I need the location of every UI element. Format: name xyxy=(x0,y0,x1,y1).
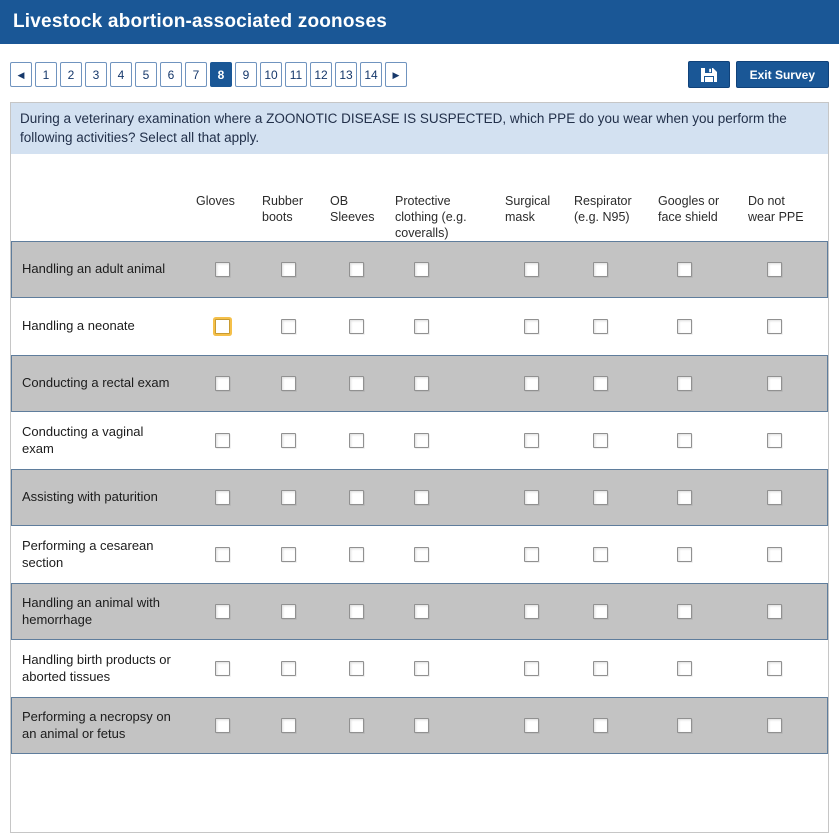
checkbox-cell xyxy=(575,604,659,619)
checkbox-cell xyxy=(263,661,331,676)
checkbox-cell xyxy=(263,319,331,334)
page-button-14[interactable]: 14 xyxy=(360,62,382,87)
ppe-checkbox-r7-c5[interactable] xyxy=(524,604,539,619)
ppe-checkbox-r4-c2[interactable] xyxy=(281,433,296,448)
checkbox-cell xyxy=(396,376,506,391)
ppe-checkbox-r7-c1[interactable] xyxy=(215,604,230,619)
checkbox-cell xyxy=(197,376,263,391)
floppy-disk-icon xyxy=(700,67,718,83)
row-label: Performing a necropsy on an animal or fetus xyxy=(22,708,171,741)
matrix-row-9 xyxy=(11,697,828,754)
ppe-checkbox-r6-c1[interactable] xyxy=(215,547,230,562)
ppe-checkbox-r5-c5[interactable] xyxy=(524,490,539,505)
ppe-checkbox-r2-c5[interactable] xyxy=(524,319,539,334)
ppe-checkbox-r5-c2[interactable] xyxy=(281,490,296,505)
checkbox-cell xyxy=(575,490,659,505)
checkbox-cell xyxy=(659,718,749,733)
column-header-6: Respirator (e.g. N95) xyxy=(574,194,632,224)
ppe-checkbox-r5-c7[interactable] xyxy=(677,490,692,505)
ppe-checkbox-r3-c2[interactable] xyxy=(281,376,296,391)
ppe-checkbox-r5-c6[interactable] xyxy=(593,490,608,505)
ppe-checkbox-r3-c7[interactable] xyxy=(677,376,692,391)
matrix-row-7 xyxy=(11,583,828,640)
page-title: Livestock abortion-associated zoonoses xyxy=(13,11,387,32)
ppe-checkbox-r6-c7[interactable] xyxy=(677,547,692,562)
ppe-matrix xyxy=(11,194,828,754)
checkbox-cell xyxy=(331,604,396,619)
checkbox-cell xyxy=(506,262,575,277)
ppe-checkbox-r7-c4[interactable] xyxy=(414,604,429,619)
checkbox-cell xyxy=(749,718,828,733)
checkbox-cell xyxy=(197,490,263,505)
ppe-checkbox-r3-c6[interactable] xyxy=(593,376,608,391)
ppe-checkbox-r4-c1[interactable] xyxy=(215,433,230,448)
ppe-checkbox-r9-c8[interactable] xyxy=(767,718,782,733)
matrix-row-2 xyxy=(11,298,828,355)
matrix-row-6 xyxy=(11,526,828,583)
column-header-5: Surgical mask xyxy=(505,194,551,224)
checkbox-cell xyxy=(575,433,659,448)
ppe-checkbox-r9-c3[interactable] xyxy=(349,718,364,733)
row-label: Performing a cesarean section xyxy=(22,537,154,570)
checkbox-cell xyxy=(396,319,506,334)
checkbox-cell xyxy=(749,661,828,676)
column-header-7: Googles or face shield xyxy=(658,194,720,224)
ppe-checkbox-r9-c5[interactable] xyxy=(524,718,539,733)
ppe-checkbox-r5-c1[interactable] xyxy=(215,490,230,505)
page-button-1[interactable]: 1 xyxy=(35,62,57,87)
row-label: Handling a neonate xyxy=(22,318,135,334)
matrix-row-8 xyxy=(11,640,828,697)
next-page-button[interactable]: ▶ xyxy=(385,62,407,87)
checkbox-cell xyxy=(659,490,749,505)
checkbox-cell xyxy=(263,433,331,448)
checkbox-cell xyxy=(331,547,396,562)
checkbox-cell xyxy=(331,319,396,334)
ppe-checkbox-r1-c7[interactable] xyxy=(677,262,692,277)
page-button-10[interactable]: 10 xyxy=(260,62,282,87)
ppe-checkbox-r1-c1[interactable] xyxy=(215,262,230,277)
checkbox-cell xyxy=(396,604,506,619)
page-navigation xyxy=(10,62,410,87)
ppe-checkbox-r1-c2[interactable] xyxy=(281,262,296,277)
ppe-checkbox-r3-c5[interactable] xyxy=(524,376,539,391)
ppe-checkbox-r2-c4[interactable] xyxy=(414,319,429,334)
ppe-checkbox-r2-c6[interactable] xyxy=(593,319,608,334)
ppe-checkbox-r7-c8[interactable] xyxy=(767,604,782,619)
ppe-checkbox-r5-c3[interactable] xyxy=(349,490,364,505)
checkbox-cell xyxy=(749,319,828,334)
ppe-checkbox-r6-c5[interactable] xyxy=(524,547,539,562)
page-button-2[interactable]: 2 xyxy=(60,62,82,87)
ppe-checkbox-r7-c6[interactable] xyxy=(593,604,608,619)
checkbox-cell xyxy=(331,661,396,676)
checkbox-cell xyxy=(659,262,749,277)
row-label: Handling birth products or aborted tissues xyxy=(22,651,171,684)
checkbox-cell xyxy=(749,490,828,505)
matrix-row-3 xyxy=(11,355,828,412)
checkbox-cell xyxy=(506,718,575,733)
checkbox-cell xyxy=(396,661,506,676)
checkbox-cell xyxy=(197,604,263,619)
ppe-checkbox-r6-c8[interactable] xyxy=(767,547,782,562)
ppe-checkbox-r3-c3[interactable] xyxy=(349,376,364,391)
checkbox-cell xyxy=(396,547,506,562)
ppe-checkbox-r6-c4[interactable] xyxy=(414,547,429,562)
checkbox-cell xyxy=(575,376,659,391)
ppe-checkbox-r2-c3[interactable] xyxy=(349,319,364,334)
checkbox-cell xyxy=(263,718,331,733)
checkbox-cell xyxy=(506,319,575,334)
checkbox-cell xyxy=(506,433,575,448)
page-button-7[interactable]: 7 xyxy=(185,62,207,87)
checkbox-cell xyxy=(263,490,331,505)
row-label: Handling an animal with hemorrhage xyxy=(22,594,161,627)
ppe-checkbox-r2-c8[interactable] xyxy=(767,319,782,334)
save-button[interactable] xyxy=(688,61,730,88)
checkbox-cell xyxy=(659,376,749,391)
prev-page-button[interactable]: ◀ xyxy=(10,62,32,87)
ppe-checkbox-r6-c3[interactable] xyxy=(349,547,364,562)
ppe-checkbox-r1-c5[interactable] xyxy=(524,262,539,277)
ppe-checkbox-r4-c7[interactable] xyxy=(677,433,692,448)
checkbox-cell xyxy=(659,319,749,334)
checkbox-cell xyxy=(197,262,263,277)
checkbox-cell xyxy=(263,547,331,562)
matrix-row-1 xyxy=(11,241,828,298)
ppe-checkbox-r8-c1[interactable] xyxy=(215,661,230,676)
column-header-4: Protective clothing (e.g. coveralls) xyxy=(395,194,467,240)
ppe-checkbox-r9-c6[interactable] xyxy=(593,718,608,733)
checkbox-cell xyxy=(749,262,828,277)
title-bar xyxy=(0,0,839,44)
ppe-checkbox-r8-c6[interactable] xyxy=(593,661,608,676)
ppe-checkbox-r8-c2[interactable] xyxy=(281,661,296,676)
checkbox-cell xyxy=(749,604,828,619)
ppe-checkbox-r4-c8[interactable] xyxy=(767,433,782,448)
matrix-corner-cell xyxy=(11,194,196,202)
checkbox-cell xyxy=(749,376,828,391)
ppe-checkbox-r9-c7[interactable] xyxy=(677,718,692,733)
ppe-checkbox-r8-c5[interactable] xyxy=(524,661,539,676)
ppe-checkbox-r1-c4[interactable] xyxy=(414,262,429,277)
checkbox-cell xyxy=(749,547,828,562)
checkbox-cell xyxy=(506,547,575,562)
checkbox-cell xyxy=(331,262,396,277)
ppe-checkbox-r3-c8[interactable] xyxy=(767,376,782,391)
ppe-checkbox-r2-c7[interactable] xyxy=(677,319,692,334)
ppe-checkbox-r4-c5[interactable] xyxy=(524,433,539,448)
checkbox-cell xyxy=(659,661,749,676)
survey-content xyxy=(10,102,829,833)
ppe-checkbox-r1-c6[interactable] xyxy=(593,262,608,277)
page-button-6[interactable]: 6 xyxy=(160,62,182,87)
ppe-checkbox-r1-c3[interactable] xyxy=(349,262,364,277)
ppe-checkbox-r3-c1[interactable] xyxy=(215,376,230,391)
page-button-13[interactable]: 13 xyxy=(335,62,357,87)
checkbox-cell xyxy=(659,547,749,562)
ppe-checkbox-r8-c7[interactable] xyxy=(677,661,692,676)
page-button-9[interactable]: 9 xyxy=(235,62,257,87)
checkbox-cell xyxy=(396,262,506,277)
checkbox-cell xyxy=(659,433,749,448)
page-button-11[interactable]: 11 xyxy=(285,62,307,87)
checkbox-cell xyxy=(575,319,659,334)
toolbar-actions xyxy=(688,61,829,88)
ppe-checkbox-r7-c3[interactable] xyxy=(349,604,364,619)
ppe-checkbox-r7-c7[interactable] xyxy=(677,604,692,619)
ppe-checkbox-r6-c2[interactable] xyxy=(281,547,296,562)
page-button-4[interactable]: 4 xyxy=(110,62,132,87)
ppe-checkbox-r5-c4[interactable] xyxy=(414,490,429,505)
page-button-3[interactable]: 3 xyxy=(85,62,107,87)
ppe-checkbox-r4-c3[interactable] xyxy=(349,433,364,448)
checkbox-cell xyxy=(749,433,828,448)
page-button-12[interactable]: 12 xyxy=(310,62,332,87)
checkbox-cell xyxy=(506,376,575,391)
ppe-checkbox-r2-c1[interactable] xyxy=(215,319,230,334)
checkbox-cell xyxy=(331,718,396,733)
ppe-checkbox-r8-c4[interactable] xyxy=(414,661,429,676)
row-label: Conducting a rectal exam xyxy=(22,375,170,391)
ppe-checkbox-r9-c1[interactable] xyxy=(215,718,230,733)
checkbox-cell xyxy=(197,319,263,334)
checkbox-cell xyxy=(575,262,659,277)
row-label: Handling an adult animal xyxy=(22,261,166,277)
column-header-2: Rubber boots xyxy=(262,194,303,224)
ppe-checkbox-r4-c4[interactable] xyxy=(414,433,429,448)
ppe-checkbox-r4-c6[interactable] xyxy=(593,433,608,448)
ppe-checkbox-r2-c2[interactable] xyxy=(281,319,296,334)
ppe-checkbox-r8-c8[interactable] xyxy=(767,661,782,676)
page-button-5[interactable]: 5 xyxy=(135,62,157,87)
checkbox-cell xyxy=(575,661,659,676)
column-header-1: Gloves xyxy=(196,194,235,209)
checkbox-cell xyxy=(263,604,331,619)
question-text: During a veterinary examination where a ZOONOTIC DISEASE IS SUSPECTED, which PPE do you wear when you perform the following activities? Select all that apply. xyxy=(11,103,828,154)
checkbox-cell xyxy=(263,376,331,391)
checkbox-cell xyxy=(396,433,506,448)
checkbox-cell xyxy=(263,262,331,277)
checkbox-cell xyxy=(197,661,263,676)
matrix-header-row xyxy=(11,194,828,241)
matrix-row-5 xyxy=(11,469,828,526)
checkbox-cell xyxy=(575,718,659,733)
ppe-checkbox-r3-c4[interactable] xyxy=(414,376,429,391)
checkbox-cell xyxy=(506,490,575,505)
checkbox-cell xyxy=(396,490,506,505)
ppe-checkbox-r5-c8[interactable] xyxy=(767,490,782,505)
ppe-checkbox-r9-c4[interactable] xyxy=(414,718,429,733)
exit-survey-button[interactable]: Exit Survey xyxy=(736,61,829,88)
checkbox-cell xyxy=(506,604,575,619)
checkbox-cell xyxy=(197,547,263,562)
checkbox-cell xyxy=(197,433,263,448)
row-label: Conducting a vaginal exam xyxy=(22,423,144,456)
checkbox-cell xyxy=(331,376,396,391)
column-header-8: Do not wear PPE xyxy=(748,194,804,224)
ppe-checkbox-r8-c3[interactable] xyxy=(349,661,364,676)
checkbox-cell xyxy=(331,433,396,448)
checkbox-cell xyxy=(575,547,659,562)
row-label: Assisting with paturition xyxy=(22,489,158,505)
checkbox-cell xyxy=(659,604,749,619)
page-button-8[interactable]: 8 xyxy=(210,62,232,87)
checkbox-cell xyxy=(331,490,396,505)
ppe-checkbox-r7-c2[interactable] xyxy=(281,604,296,619)
ppe-checkbox-r1-c8[interactable] xyxy=(767,262,782,277)
checkbox-cell xyxy=(506,661,575,676)
checkbox-cell xyxy=(396,718,506,733)
ppe-checkbox-r9-c2[interactable] xyxy=(281,718,296,733)
checkbox-cell xyxy=(197,718,263,733)
toolbar xyxy=(10,61,829,88)
matrix-row-4 xyxy=(11,412,828,469)
column-header-3: OB Sleeves xyxy=(330,194,375,224)
ppe-checkbox-r6-c6[interactable] xyxy=(593,547,608,562)
